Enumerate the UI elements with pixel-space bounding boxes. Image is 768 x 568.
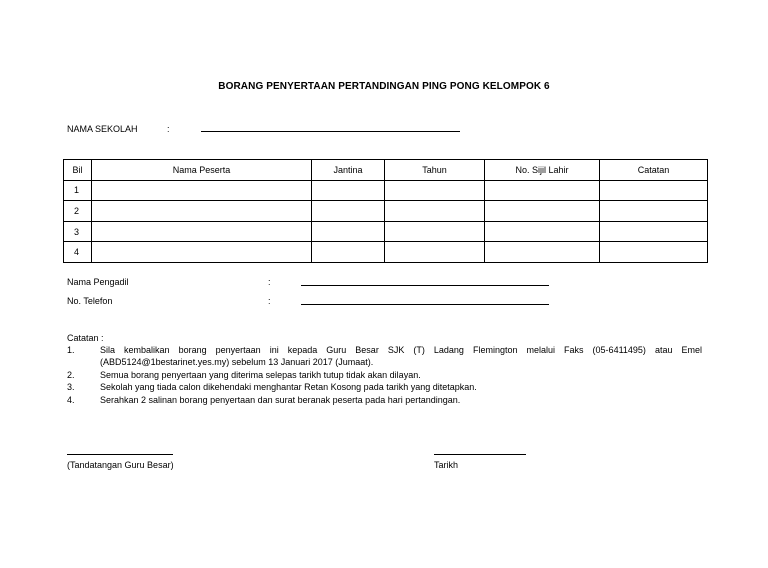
- note-text: Sila kembalikan borang penyertaan ini kepada Guru Besar SJK (T) Ladang Flemington melalui Faks (05-6411495) atau Emel: [100, 345, 702, 355]
- cell-catatan[interactable]: [600, 242, 708, 263]
- date-label: Tarikh: [434, 460, 459, 470]
- school-name-label: NAMA SEKOLAH: [67, 124, 138, 134]
- cell-jantina[interactable]: [312, 180, 385, 201]
- cell-nama-peserta[interactable]: [92, 242, 312, 263]
- cell-sijil-lahir[interactable]: [485, 201, 600, 222]
- cell-nama-peserta[interactable]: [92, 201, 312, 222]
- cell-catatan[interactable]: [600, 221, 708, 242]
- cell-sijil-lahir[interactable]: [485, 180, 600, 201]
- cell-jantina[interactable]: [312, 242, 385, 263]
- header-sijil-lahir: No. Sijil Lahir: [485, 160, 600, 181]
- form-title: BORANG PENYERTAAN PERTANDINGAN PING PONG KELOMPOK 6: [218, 81, 550, 92]
- cell-tahun[interactable]: [385, 242, 485, 263]
- cell-tahun[interactable]: [385, 180, 485, 201]
- row-number: 3: [64, 221, 92, 242]
- table-row: [64, 201, 708, 222]
- header-tahun: Tahun: [385, 160, 485, 181]
- table-row: [64, 221, 708, 242]
- cell-sijil-lahir[interactable]: [485, 221, 600, 242]
- header-jantina: Jantina: [312, 160, 385, 181]
- note-number: 4.: [67, 395, 75, 405]
- note-number: 3.: [67, 382, 75, 392]
- table-row: [64, 242, 708, 263]
- notes-heading: Catatan :: [67, 333, 104, 343]
- row-number: 1: [64, 180, 92, 201]
- cell-tahun[interactable]: [385, 201, 485, 222]
- table-header-row: [64, 160, 708, 181]
- note-number: 2.: [67, 370, 75, 380]
- note-text-continuation: (ABD5124@1bestarinet.yes.my) sebelum 13 Januari 2017 (Jumaat).: [100, 357, 374, 367]
- cell-nama-peserta[interactable]: [92, 221, 312, 242]
- note-number: 1.: [67, 345, 75, 355]
- headmaster-signature-line[interactable]: [67, 454, 173, 455]
- cell-jantina[interactable]: [312, 201, 385, 222]
- cell-sijil-lahir[interactable]: [485, 242, 600, 263]
- school-name-line[interactable]: [201, 131, 460, 132]
- row-number: 2: [64, 201, 92, 222]
- note-text: Semua borang penyertaan yang diterima selepas tarikh tutup tidak akan dilayan.: [100, 370, 421, 380]
- referee-name-label: Nama Pengadil: [67, 277, 129, 287]
- cell-catatan[interactable]: [600, 201, 708, 222]
- participant-table: [63, 159, 708, 263]
- row-number: 4: [64, 242, 92, 263]
- phone-label: No. Telefon: [67, 296, 113, 306]
- cell-catatan[interactable]: [600, 180, 708, 201]
- header-catatan: Catatan: [600, 160, 708, 181]
- cell-nama-peserta[interactable]: [92, 180, 312, 201]
- cell-tahun[interactable]: [385, 221, 485, 242]
- date-line[interactable]: [434, 454, 526, 455]
- referee-name-line[interactable]: [301, 285, 549, 286]
- phone-colon: :: [268, 296, 271, 306]
- phone-line[interactable]: [301, 304, 549, 305]
- school-name-colon: :: [167, 124, 170, 134]
- headmaster-signature-label: (Tandatangan Guru Besar): [67, 460, 174, 470]
- note-text: Sekolah yang tiada calon dikehendaki menghantar Retan Kosong pada tarikh yang ditetapkan.: [100, 382, 477, 392]
- referee-name-colon: :: [268, 277, 271, 287]
- note-text: Serahkan 2 salinan borang penyertaan dan surat beranak peserta pada hari pertandingan.: [100, 395, 461, 405]
- header-bil: Bil: [64, 160, 92, 181]
- header-nama-peserta: Nama Peserta: [92, 160, 312, 181]
- table-row: [64, 180, 708, 201]
- cell-jantina[interactable]: [312, 221, 385, 242]
